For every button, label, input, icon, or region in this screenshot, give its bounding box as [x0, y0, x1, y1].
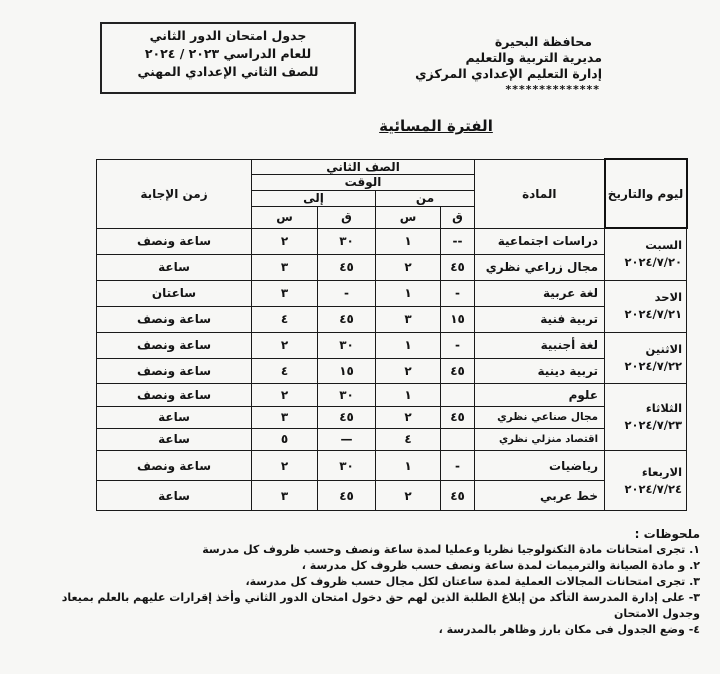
day-date: ٢٠٢٤/٧/٢٣: [624, 418, 683, 433]
to-hours-cell: ٤: [252, 306, 318, 332]
from-minutes-cell: -: [441, 451, 475, 481]
subject-cell: اقتصاد منزلي نظري: [475, 428, 605, 450]
from-hours-cell: ٢: [376, 358, 441, 384]
subject-cell: خط عربي: [475, 481, 605, 511]
note-item: ٢. و مادة الصيانة والترميمات لمدة ساعة ونصف حسب ظروف كل مدرسة ،: [301, 559, 700, 572]
to-hours-cell: ٥: [252, 428, 318, 450]
from-hours-cell: ١: [376, 228, 441, 254]
to-hours-cell: ٣: [252, 280, 318, 306]
note-item: ٣. تجرى امتحانات المجالات العملية لمدة ساعتان لكل مجال حسب ظروف كل مدرسة،: [245, 575, 700, 588]
to-minutes-cell: ٣٠: [318, 332, 376, 358]
exam-schedule-table: [96, 158, 688, 511]
from-minutes-cell: ١٥: [441, 306, 475, 332]
exam-title-line1: جدول امتحان الدور الثاني: [149, 28, 307, 43]
day-monday: [605, 332, 687, 384]
note-item: ٣- على إدارة المدرسة التأكد من إبلاغ الطلبة الذين لهم حق دخول امتحان الدور الثاني وأخذ إقرارات عليهم بالعلم بميعاد وجدول الامتحان: [61, 591, 700, 620]
from-minutes-cell: -: [441, 332, 475, 358]
day-sunday: [605, 280, 687, 332]
duration-cell: ساعة: [97, 428, 252, 450]
to-minutes-cell: ١٥: [318, 358, 376, 384]
to-minutes-cell: ٤٥: [318, 481, 376, 511]
to-minutes-cell: ٤٥: [318, 254, 376, 280]
to-hours-cell: ٣: [252, 481, 318, 511]
exam-title-box: [100, 22, 356, 94]
day-date: ٢٠٢٤/٧/٢٢: [624, 359, 683, 374]
to-hours-cell: ٢: [252, 384, 318, 406]
star-divider: **************: [505, 83, 600, 96]
administration-name: إدارة التعليم الإعدادي المركزي: [415, 66, 602, 81]
from-hours-cell: ٤: [376, 428, 441, 450]
day-name: السبت: [645, 238, 683, 253]
to-hours-cell: ٢: [252, 451, 318, 481]
subject-cell: تربية فنية: [475, 306, 605, 332]
duration-cell: ساعة: [97, 254, 252, 280]
authority-header: [362, 34, 602, 98]
from-header: من: [376, 190, 475, 206]
to-minutes-cell: —: [318, 428, 376, 450]
from-minutes-cell: ٤٥: [441, 254, 475, 280]
col-header-day-date: ليوم والتاريخ: [605, 159, 687, 228]
to-hours-cell: ٢: [252, 332, 318, 358]
from-minutes-cell: ٤٥: [441, 406, 475, 428]
grade-header: الصف الثاني: [252, 159, 475, 174]
from-hours-header: س: [376, 206, 441, 228]
duration-cell: ساعتان: [97, 280, 252, 306]
day-name: الاربعاء: [641, 464, 683, 479]
subject-cell: تربية دينية: [475, 358, 605, 384]
subject-cell: رياضيات: [475, 451, 605, 481]
from-hours-cell: ١: [376, 451, 441, 481]
subject-cell: دراسات اجتماعية: [475, 228, 605, 254]
duration-cell: ساعة ونصف: [97, 451, 252, 481]
from-minutes-cell: ٤٥: [441, 358, 475, 384]
from-minutes-cell: ٤٥: [441, 481, 475, 511]
col-header-duration: زمن الإجابة: [97, 159, 252, 228]
to-hours-header: س: [252, 206, 318, 228]
to-minutes-header: ق: [318, 206, 376, 228]
from-hours-cell: ١: [376, 280, 441, 306]
day-saturday: [605, 228, 687, 280]
from-hours-cell: ٢: [376, 481, 441, 511]
day-tuesday: [605, 384, 687, 451]
duration-cell: ساعة ونصف: [97, 306, 252, 332]
notes-title: ملحوظات :: [634, 527, 700, 541]
from-minutes-cell: --: [441, 228, 475, 254]
period-title: الفترة المسائية: [379, 117, 493, 135]
col-header-subject: المادة: [475, 159, 605, 228]
day-date: ٢٠٢٤/٧/٢١: [624, 307, 683, 322]
day-date: ٢٠٢٤/٧/٢٤: [624, 481, 683, 496]
day-wednesday: [605, 451, 687, 511]
to-minutes-cell: ٤٥: [318, 406, 376, 428]
from-hours-cell: ٣: [376, 306, 441, 332]
from-hours-cell: ٢: [376, 406, 441, 428]
subject-cell: لغة أجنبية: [475, 332, 605, 358]
subject-cell: مجال صناعي نظري: [475, 406, 605, 428]
exam-year-line: للعام الدراسي ٢٠٢٣ / ٢٠٢٤: [144, 46, 312, 61]
day-name: الاحد: [654, 290, 683, 305]
to-header: إلى: [252, 190, 376, 206]
from-minutes-cell: [441, 384, 475, 406]
from-hours-cell: ٢: [376, 254, 441, 280]
from-hours-cell: ١: [376, 384, 441, 406]
from-minutes-cell: -: [441, 280, 475, 306]
day-name: الاثنين: [645, 342, 683, 357]
exam-grade-line: للصف الثاني الإعدادي المهني: [137, 64, 319, 79]
duration-cell: ساعة ونصف: [97, 332, 252, 358]
duration-cell: ساعة ونصف: [97, 384, 252, 406]
to-hours-cell: ٣: [252, 254, 318, 280]
governorate-name: محافظة البحيرة: [494, 34, 592, 49]
subject-cell: علوم: [475, 384, 605, 406]
to-hours-cell: ٢: [252, 228, 318, 254]
day-name: الثلاثاء: [645, 401, 683, 416]
to-minutes-cell: -: [318, 280, 376, 306]
to-minutes-cell: ٣٠: [318, 384, 376, 406]
time-header: الوقت: [252, 174, 475, 190]
from-hours-cell: ١: [376, 332, 441, 358]
duration-cell: ساعة ونصف: [97, 228, 252, 254]
from-minutes-header: ق: [441, 206, 475, 228]
note-item: ١. تجرى امتحانات مادة التكنولوجيا نظريا وعمليا لمدة ساعة ونصف وحسب ظروف كل مدرسة: [202, 543, 700, 556]
duration-cell: ساعة: [97, 406, 252, 428]
to-minutes-cell: ٣٠: [318, 451, 376, 481]
to-hours-cell: ٣: [252, 406, 318, 428]
duration-cell: ساعة ونصف: [97, 358, 252, 384]
from-minutes-cell: [441, 428, 475, 450]
note-item: ٤- وضع الجدول فى مكان بارز وظاهر بالمدرسة ،: [438, 623, 700, 636]
directorate-name: مديرية التربية والتعليم: [465, 50, 602, 65]
duration-cell: ساعة: [97, 481, 252, 511]
day-date: ٢٠٢٤/٧/٢٠: [624, 255, 683, 270]
to-hours-cell: ٤: [252, 358, 318, 384]
subject-cell: لغة عربية: [475, 280, 605, 306]
notes-section: [50, 526, 700, 638]
subject-cell: مجال زراعي نظري: [475, 254, 605, 280]
to-minutes-cell: ٣٠: [318, 228, 376, 254]
to-minutes-cell: ٤٥: [318, 306, 376, 332]
